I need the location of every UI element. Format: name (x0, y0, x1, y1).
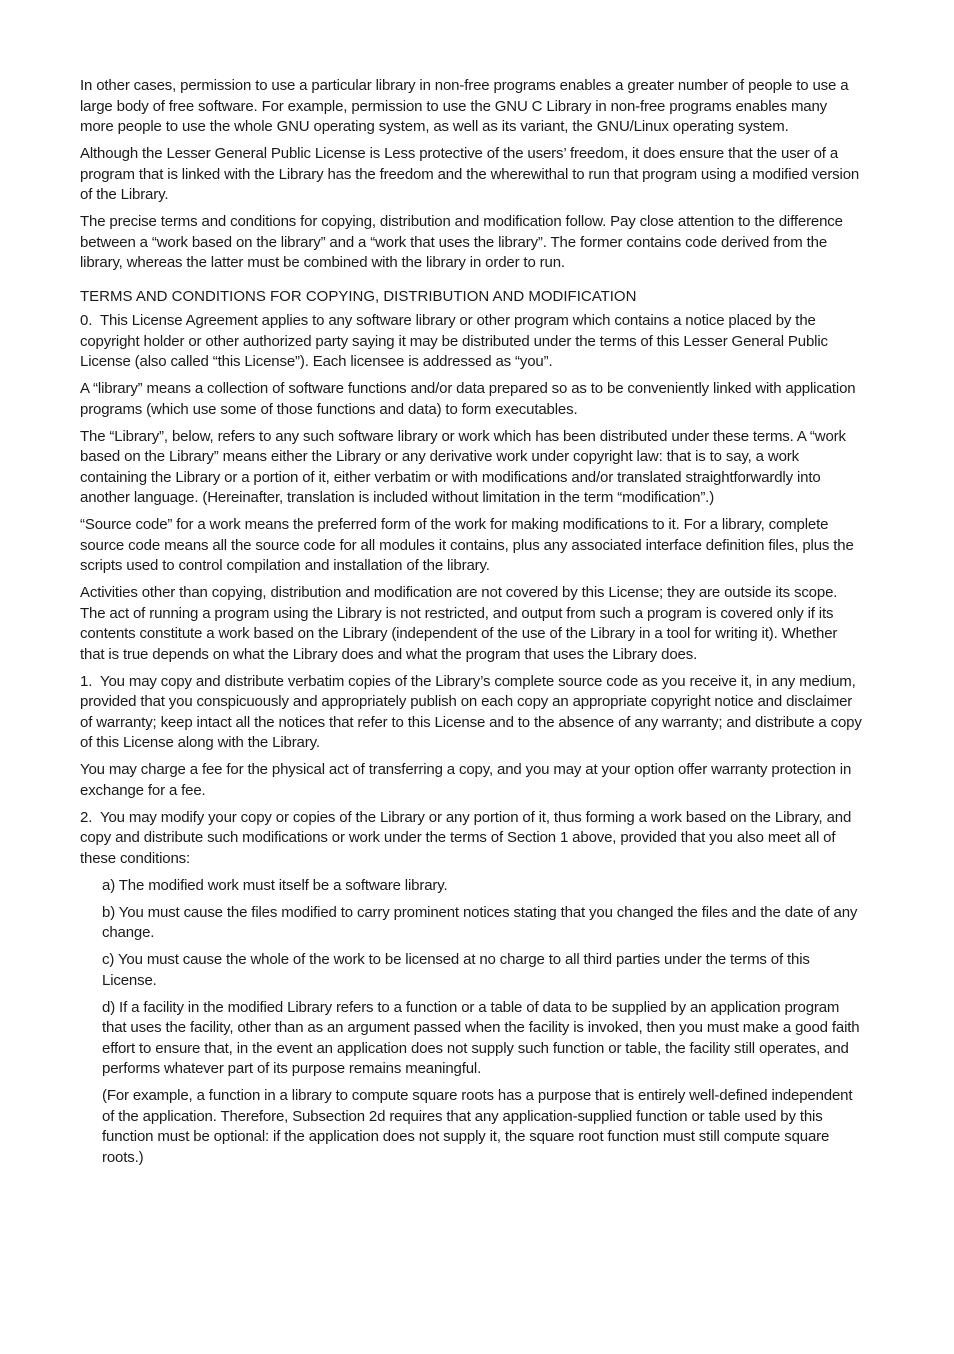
terms-heading: TERMS AND CONDITIONS FOR COPYING, DISTRIBUTION AND MODIFICATION (80, 287, 637, 305)
section-0-paragraph-4: Activities other than copying, distribution and modification are not covered by this License; they are outside its scope. The act of running a program using the Library is not restricted, and output from such a program is covered only if its contents constitute a work based on the Library (independent of the use of the Library in a tool for writing it). Whether that is true depends on what the Library does and what the program that uses the Library does. (80, 584, 838, 663)
section-0-paragraph-3: “Source code” for a work means the preferred form of the work for making modifications to it. For a library, complete source code means all the source code for all modules it contains, plus any associated interface definition files, plus the scripts used to control compilation and installation of the library. (80, 516, 854, 574)
section-0-separator: . (88, 312, 93, 329)
section-0-paragraph-1: A “library” means a collection of software functions and/or data prepared so as to be conveniently linked with application programs (which use some of those functions and data) to form executables. (80, 380, 856, 418)
section-0-number: 0 (80, 312, 89, 329)
section-2-condition-c: c) You must cause the whole of the work to be licensed at no charge to all third parties under the terms of this License. (102, 951, 810, 989)
section-2-condition-a: a) The modified work must itself be a software library. (102, 876, 448, 894)
intro-paragraph-3: The precise terms and conditions for copying, distribution and modification follow. Pay close attention to the difference between a “work based on the library” and a “work that uses the library”. The former contains code derived from the library, whereas the latter must be combined with the library in order to run. (80, 213, 843, 271)
section-0-paragraph-2: The “Library”, below, refers to any such software library or work which has been distributed under these terms. A “work based on the Library” means either the Library or any derivative work under copyright law: that is to say, a work containing the Library or a portion of it, either verbatim or with modifications and/or translated straightforwardly into another language. (Hereinafter, translation is included without limitation in the term “modification”.) (80, 427, 846, 506)
intro-paragraph-2: Although the Lesser General Public License is Less protective of the users’ freedom, it does ensure that the user of a program that is linked with the Library has the freedom and the wherewithal to run that program using a modified version of the Library. (80, 145, 860, 203)
section-0-text: This License Agreement applies to any software library or other program which contains a notice placed by the copyright holder or other authorized party saying it may be distributed under the terms of this Lesser General Public License (also called “this License”). Each licensee is addressed as “you”. (80, 312, 832, 370)
section-0-intro (80, 311, 862, 373)
section-2-text: You may modify your copy or copies of the Library or any portion of it, thus forming a work based on the Library, and copy and distribute such modifications or work under the terms of Section 1 above, provided that you also meet all of these conditions: (80, 808, 856, 867)
license-page (80, 76, 866, 1175)
section-2-number: 2. (80, 808, 93, 826)
section-2-example-note: (For example, a function in a library to compute square roots has a purpose that is entirely well-defined independent of the application. Therefore, Subsection 2d requires that any application-supplied function or table used by this function must be optional: if the application does not supply it, the square root function must still compute square roots.) (102, 1087, 853, 1166)
section-1-paragraph-1: You may charge a fee for the physical act of transferring a copy, and you may at your option offer warranty protection in exchange for a fee. (80, 761, 852, 799)
section-1-text: You may copy and distribute verbatim copies of the Library’s complete source code as you receive it, in any medium, provided that you conspicuously and appropriately publish on each copy an appropriate copyright notice and disclaimer of warranty; keep intact all the notices that refer to this License and to the absence of any warranty; and distribute a copy of this License along with the Library. (80, 672, 866, 751)
section-1-intro (80, 672, 866, 754)
section-2-intro (80, 808, 862, 870)
section-2-condition-d: d) If a facility in the modified Library refers to a function or a table of data to be supplied by an application program that uses the facility, other than as an argument passed when the facility is invoked, then you must make a good faith effort to ensure that, in the event an application does not supply such function or table, the facility still operates, and performs whatever part of its purpose remains meaningful. (102, 998, 860, 1077)
section-2-condition-b: b) You must cause the files modified to carry prominent notices stating that you changed the files and the date of any change. (102, 903, 858, 941)
intro-paragraph-1: In other cases, permission to use a particular library in non-free programs enables a greater number of people to use a large body of free software. For example, permission to use the GNU C Library in non-free programs enables many more people to use the whole GNU operating system, as well as its variant, the GNU/Linux operating system. (80, 77, 849, 135)
section-1-number: 1. (80, 672, 93, 690)
